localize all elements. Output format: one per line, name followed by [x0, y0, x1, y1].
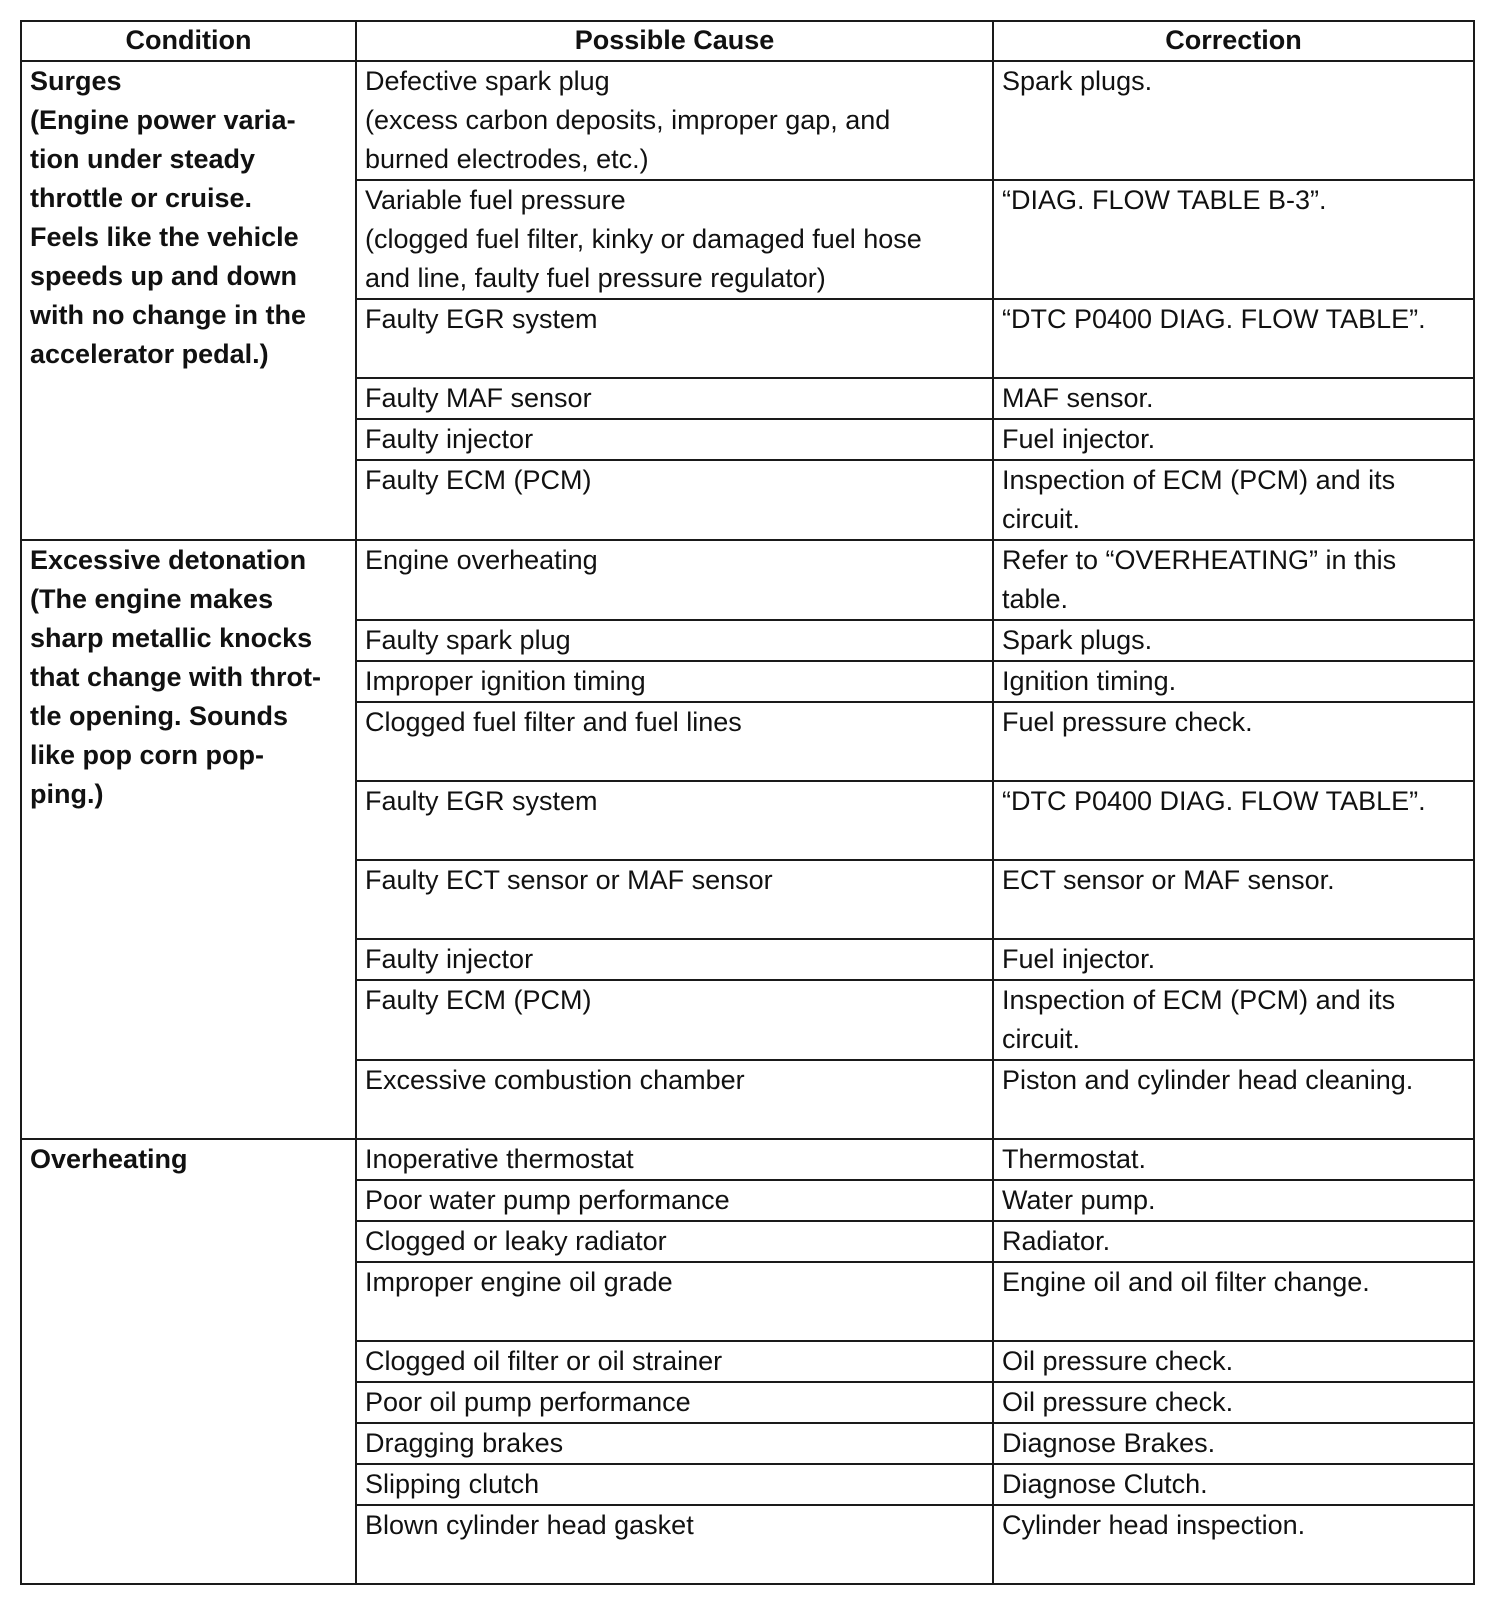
possible-cause-cell: Variable fuel pressure (clogged fuel filter, kinky or damaged fuel hose and line, faulty fuel pressure regulator)	[356, 180, 993, 299]
possible-cause-cell: Defective spark plug (excess carbon deposits, improper gap, and burned electrodes, etc.)	[356, 61, 993, 180]
possible-cause-cell: Clogged or leaky radiator	[356, 1221, 993, 1262]
correction-cell: Diagnose Brakes.	[993, 1423, 1474, 1464]
diagnosis-table	[20, 20, 1475, 1585]
header-condition: Condition	[21, 21, 356, 61]
correction-cell: Fuel injector.	[993, 419, 1474, 460]
possible-cause-cell: Dragging brakes	[356, 1423, 993, 1464]
correction-cell: Fuel pressure check.	[993, 702, 1474, 781]
possible-cause-cell: Improper ignition timing	[356, 661, 993, 702]
condition-overheating: Overheating	[21, 1139, 356, 1584]
possible-cause-cell: Engine overheating	[356, 540, 993, 620]
correction-cell: Spark plugs.	[993, 620, 1474, 661]
table-row	[21, 61, 1474, 180]
possible-cause-cell: Improper engine oil grade	[356, 1262, 993, 1341]
correction-cell: Ignition timing.	[993, 661, 1474, 702]
header-row	[21, 21, 1474, 61]
correction-cell: Thermostat.	[993, 1139, 1474, 1180]
condition-surges: Surges (Engine power varia- tion under steady throttle or cruise. Feels like the vehicle speeds up and down with no change in the accelerator pedal.)	[21, 61, 356, 540]
possible-cause-cell: Faulty MAF sensor	[356, 378, 993, 419]
condition-excessive-detonation: Excessive detonation (The engine makes sharp metallic knocks that change with throt- tle opening. Sounds like pop corn pop- ping.)	[21, 540, 356, 1139]
correction-cell: ECT sensor or MAF sensor.	[993, 860, 1474, 939]
possible-cause-cell: Blown cylinder head gasket	[356, 1505, 993, 1584]
table-row	[21, 1139, 1474, 1180]
correction-cell: Inspection of ECM (PCM) and its circuit.	[993, 980, 1474, 1060]
table-body	[21, 61, 1474, 1584]
possible-cause-cell: Faulty ECT sensor or MAF sensor	[356, 860, 993, 939]
correction-cell: Piston and cylinder head cleaning.	[993, 1060, 1474, 1139]
header-correction: Correction	[993, 21, 1474, 61]
possible-cause-cell: Inoperative thermostat	[356, 1139, 993, 1180]
possible-cause-cell: Faulty spark plug	[356, 620, 993, 661]
possible-cause-cell: Faulty injector	[356, 419, 993, 460]
possible-cause-cell: Poor water pump performance	[356, 1180, 993, 1221]
correction-cell: Cylinder head inspection.	[993, 1505, 1474, 1584]
correction-cell: Inspection of ECM (PCM) and its circuit.	[993, 460, 1474, 540]
possible-cause-cell: Excessive combustion chamber	[356, 1060, 993, 1139]
possible-cause-cell: Slipping clutch	[356, 1464, 993, 1505]
correction-cell: Oil pressure check.	[993, 1382, 1474, 1423]
possible-cause-cell: Clogged oil filter or oil strainer	[356, 1341, 993, 1382]
correction-cell: MAF sensor.	[993, 378, 1474, 419]
correction-cell: Engine oil and oil filter change.	[993, 1262, 1474, 1341]
possible-cause-cell: Faulty injector	[356, 939, 993, 980]
correction-cell: “DTC P0400 DIAG. FLOW TABLE”.	[993, 299, 1474, 378]
possible-cause-cell: Faulty ECM (PCM)	[356, 980, 993, 1060]
correction-cell: “DTC P0400 DIAG. FLOW TABLE”.	[993, 781, 1474, 860]
troubleshooting-sheet	[20, 20, 1473, 1585]
possible-cause-cell: Faulty ECM (PCM)	[356, 460, 993, 540]
correction-cell: Spark plugs.	[993, 61, 1474, 180]
possible-cause-cell: Faulty EGR system	[356, 781, 993, 860]
correction-cell: Refer to “OVERHEATING” in this table.	[993, 540, 1474, 620]
correction-cell: “DIAG. FLOW TABLE B-3”.	[993, 180, 1474, 299]
correction-cell: Radiator.	[993, 1221, 1474, 1262]
correction-cell: Oil pressure check.	[993, 1341, 1474, 1382]
possible-cause-cell: Faulty EGR system	[356, 299, 993, 378]
table-row	[21, 540, 1474, 620]
header-possible-cause: Possible Cause	[356, 21, 993, 61]
possible-cause-cell: Poor oil pump performance	[356, 1382, 993, 1423]
table-header	[21, 21, 1474, 61]
correction-cell: Water pump.	[993, 1180, 1474, 1221]
correction-cell: Diagnose Clutch.	[993, 1464, 1474, 1505]
possible-cause-cell: Clogged fuel filter and fuel lines	[356, 702, 993, 781]
correction-cell: Fuel injector.	[993, 939, 1474, 980]
